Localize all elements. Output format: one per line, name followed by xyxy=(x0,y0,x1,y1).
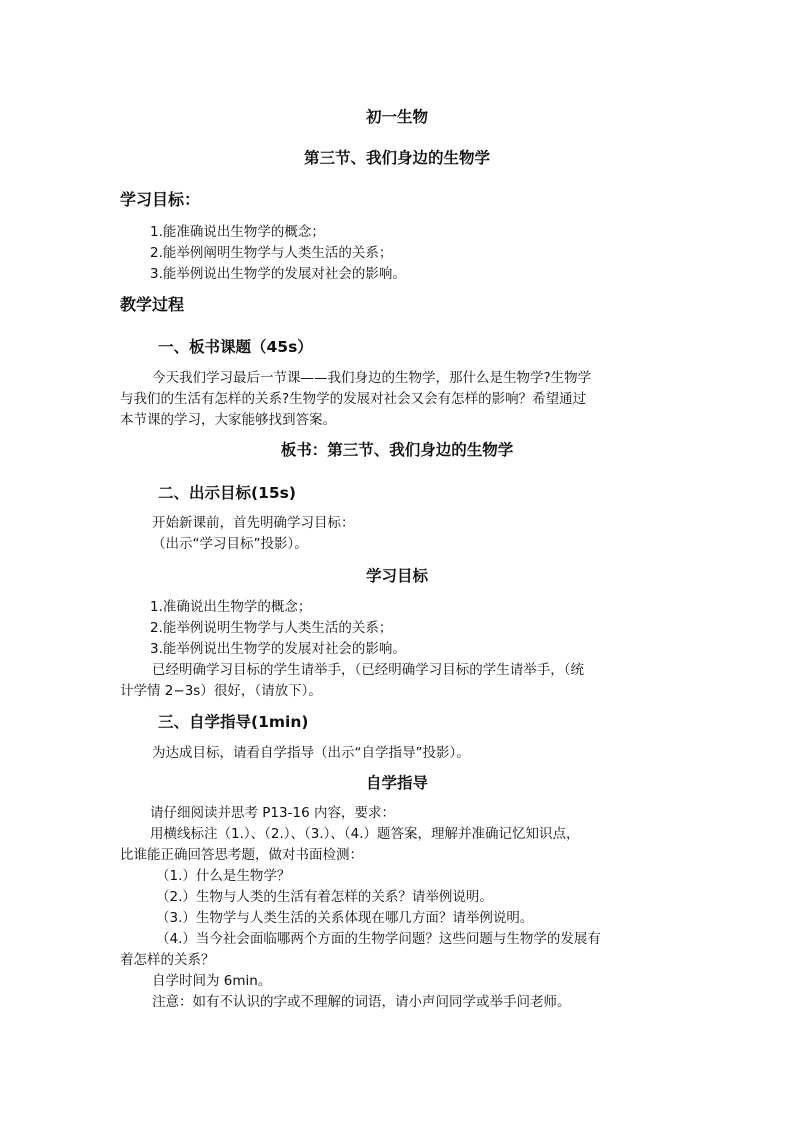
step1-paragraph-line: 今天我们学习最后一节课——我们身边的生物学，那什么是生物学?生物学 xyxy=(152,370,592,386)
process-heading: 教学过程 xyxy=(120,295,185,314)
step1-heading: 一、板书课题（45s） xyxy=(158,338,313,356)
guide-question: （4.）当今社会面临哪两个方面的生物学问题？这些问题与生物学的发展有 xyxy=(156,931,601,947)
guide-line: 比谁能正确回答思考题，做对书面检测： xyxy=(120,847,363,863)
guide-note: 注意：如有不认识的字或不理解的词语，请小声问同学或举手问老师。 xyxy=(152,994,571,1010)
slide-objective-item: 1.准确说出生物学的概念； xyxy=(150,599,312,615)
lesson-title: 第三节、我们身边的生物学 xyxy=(303,149,490,167)
slide-objective-item: 3.能举例说出生物学的发展对社会的影响。 xyxy=(150,641,406,657)
step3-heading: 三、自学指导(1min) xyxy=(158,713,309,731)
step1-paragraph-line: 与我们的生活有怎样的关系?生物学的发展对社会又会有怎样的影响？希望通过 xyxy=(120,391,587,407)
step2-after-line: 计学情 2−3s）很好，（请放下）。 xyxy=(120,683,322,699)
guide-question: （1.）什么是生物学？ xyxy=(156,868,291,884)
step2-heading: 二、出示目标(15s) xyxy=(158,484,296,502)
guide-time: 自学时间为 6min。 xyxy=(152,973,272,989)
objective-item: 1.能准确说出生物学的概念； xyxy=(150,224,325,240)
guide-line: 请仔细阅读并思考 P13-16 内容，要求： xyxy=(150,805,395,821)
guide-question: （2.）生物与人类的生活有着怎样的关系？请举例说明。 xyxy=(156,889,493,905)
guide-question-cont: 着怎样的关系？ xyxy=(120,952,215,968)
step1-paragraph-line: 本节课的学习，大家能够找到答案。 xyxy=(120,412,336,428)
step2-line: （出示“学习目标”投影）。 xyxy=(152,536,308,552)
step2-line: 开始新课前，首先明确学习目标： xyxy=(152,515,355,531)
objective-item: 3.能举例说出生物学的发展对社会的影响。 xyxy=(150,266,406,282)
step3-intro: 为达成目标，请看自学指导（出示“自学指导”投影）。 xyxy=(152,745,470,761)
guide-line: 用横线标注（1.）、（2.）、（3.）、（4.）题答案，理解并准确记忆知识点， xyxy=(150,826,580,842)
step2-after-line: 已经明确学习目标的学生请举手，（已经明确学习目标的学生请举手，（统 xyxy=(152,662,584,678)
slide-title-guide: 自学指导 xyxy=(365,774,428,792)
subject-title: 初一生物 xyxy=(365,108,428,126)
slide-title-objectives: 学习目标 xyxy=(365,567,428,585)
board-title: 板书：第三节、我们身边的生物学 xyxy=(280,441,514,459)
guide-question: （3.）生物学与人类生活的关系体现在哪几方面？请举例说明。 xyxy=(156,910,534,926)
objective-item: 2.能举例阐明生物学与人类生活的关系； xyxy=(150,245,393,261)
slide-objective-item: 2.能举例说明生物学与人类生活的关系； xyxy=(150,620,393,636)
objectives-heading: 学习目标： xyxy=(120,190,201,209)
